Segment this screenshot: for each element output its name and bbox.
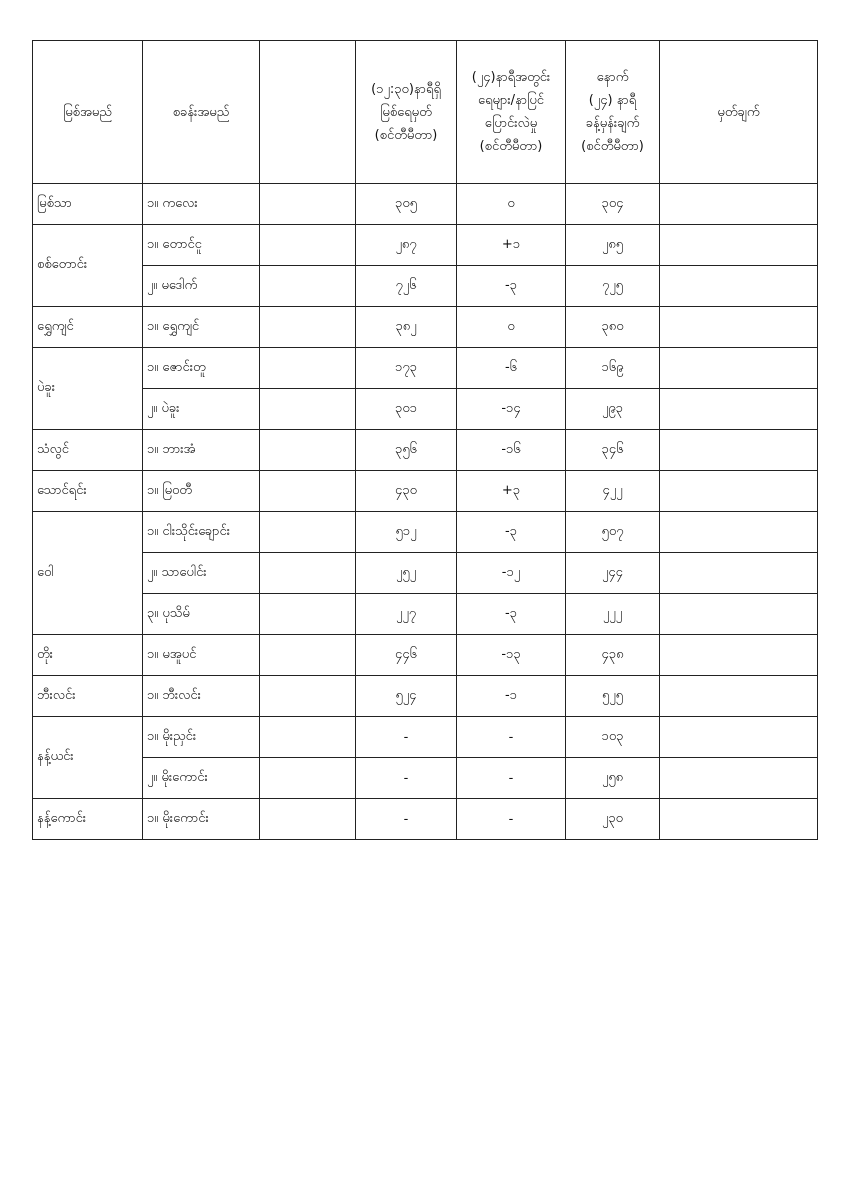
header-blank bbox=[260, 41, 356, 184]
forecast-cell: ၂၄၄ bbox=[566, 553, 660, 594]
remarks-cell bbox=[660, 676, 818, 717]
water-level-cell: - bbox=[356, 717, 457, 758]
water-level-cell: - bbox=[356, 799, 457, 840]
header-station: စခန်းအမည် bbox=[143, 41, 260, 184]
blank-cell bbox=[260, 389, 356, 430]
station-name-cell: ၁။ မြဝတီ bbox=[143, 471, 260, 512]
station-name-cell: ၁။ မိုးညှင်း bbox=[143, 717, 260, 758]
forecast-cell: ၂၂၂ bbox=[566, 594, 660, 635]
blank-cell bbox=[260, 225, 356, 266]
forecast-cell: ၂၈၅ bbox=[566, 225, 660, 266]
forecast-cell: ၃၄၆ bbox=[566, 430, 660, 471]
remarks-cell bbox=[660, 184, 818, 225]
remarks-cell bbox=[660, 758, 818, 799]
river-name-cell: သံလွင် bbox=[33, 430, 143, 471]
header-change bbox=[457, 41, 566, 184]
river-name-cell: သောင်ရင်း bbox=[33, 471, 143, 512]
blank-cell bbox=[260, 307, 356, 348]
header-line: (စင်တီမီတာ) bbox=[374, 127, 438, 143]
change-cell: -၃ bbox=[457, 266, 566, 307]
station-name-cell: ၂။ မဒေါက် bbox=[143, 266, 260, 307]
water-level-cell: ၃၈၂ bbox=[356, 307, 457, 348]
table-body bbox=[33, 184, 818, 840]
water-level-cell: ၃၀၁ bbox=[356, 389, 457, 430]
station-name-cell: ၁။ ဇောင်းတူ bbox=[143, 348, 260, 389]
forecast-cell: ၄၃၈ bbox=[566, 635, 660, 676]
river-name-cell: စစ်တောင်း bbox=[33, 225, 143, 307]
table-row bbox=[33, 184, 818, 225]
table-row bbox=[33, 758, 818, 799]
blank-cell bbox=[260, 635, 356, 676]
water-level-cell: ၄၃၀ bbox=[356, 471, 457, 512]
station-name-cell: ၁။ ငါးသိုင်းချောင်း bbox=[143, 512, 260, 553]
header-line: (စင်တီမီတာ) bbox=[479, 139, 543, 154]
table-row bbox=[33, 553, 818, 594]
change-cell: -၁၆ bbox=[457, 430, 566, 471]
change-cell: -၃ bbox=[457, 594, 566, 635]
station-name-cell: ၁။ တောင်ငူ bbox=[143, 225, 260, 266]
river-name-cell: တိုး bbox=[33, 635, 143, 676]
station-name-cell: ၂။ ပဲခူး bbox=[143, 389, 260, 430]
station-name-cell: ၁။ ဘားအံ bbox=[143, 430, 260, 471]
change-cell: - bbox=[457, 717, 566, 758]
forecast-cell: ၅၀၇ bbox=[566, 512, 660, 553]
blank-cell bbox=[260, 717, 356, 758]
change-cell: ၀ bbox=[457, 184, 566, 225]
river-name-cell: နန့်ကောင်း bbox=[33, 799, 143, 840]
water-level-cell: ၃၀၅ bbox=[356, 184, 457, 225]
header-line: ခန့်မှန်းချက် bbox=[585, 116, 640, 131]
blank-cell bbox=[260, 348, 356, 389]
table-row bbox=[33, 676, 818, 717]
river-name-cell: ဘီးလင်း bbox=[33, 676, 143, 717]
table-row bbox=[33, 471, 818, 512]
header-line: မြစ်ရေမှတ် bbox=[380, 104, 432, 120]
header-line: ပြောင်းလဲမှု bbox=[484, 116, 538, 131]
header-row bbox=[33, 41, 818, 184]
header-line: (၂၄)နာရီအတွင်း bbox=[471, 70, 551, 85]
remarks-cell bbox=[660, 635, 818, 676]
forecast-cell: ၂၃၀ bbox=[566, 799, 660, 840]
table-row bbox=[33, 512, 818, 553]
header-river: မြစ်အမည် bbox=[33, 41, 143, 184]
remarks-cell bbox=[660, 512, 818, 553]
water-level-cell: ၄၄၆ bbox=[356, 635, 457, 676]
table-row bbox=[33, 389, 818, 430]
change-cell: - bbox=[457, 799, 566, 840]
water-level-cell: ၅၁၂ bbox=[356, 512, 457, 553]
remarks-cell bbox=[660, 594, 818, 635]
change-cell: +၃ bbox=[457, 471, 566, 512]
remarks-cell bbox=[660, 389, 818, 430]
header-line: နောက် bbox=[596, 70, 629, 85]
water-level-cell: ၅၂၄ bbox=[356, 676, 457, 717]
header-line: (၁၂:၃၀)နာရီရှိ bbox=[371, 81, 441, 97]
remarks-cell bbox=[660, 307, 818, 348]
water-level-cell: ၁၇၃ bbox=[356, 348, 457, 389]
blank-cell bbox=[260, 553, 356, 594]
remarks-cell bbox=[660, 348, 818, 389]
station-name-cell: ၁။ ကလေး bbox=[143, 184, 260, 225]
change-cell: -၃ bbox=[457, 512, 566, 553]
change-cell: - bbox=[457, 758, 566, 799]
remarks-cell bbox=[660, 471, 818, 512]
water-level-cell: ၂၂၇ bbox=[356, 594, 457, 635]
forecast-cell: ၁၀၃ bbox=[566, 717, 660, 758]
change-cell: -၁၃ bbox=[457, 635, 566, 676]
blank-cell bbox=[260, 471, 356, 512]
table-row bbox=[33, 348, 818, 389]
blank-cell bbox=[260, 758, 356, 799]
station-name-cell: ၁။ ဘီးလင်း bbox=[143, 676, 260, 717]
water-level-cell: ၇၂၆ bbox=[356, 266, 457, 307]
forecast-cell: ၁၆၉ bbox=[566, 348, 660, 389]
forecast-cell: ၂၅၈ bbox=[566, 758, 660, 799]
river-name-cell: ဝေါ bbox=[33, 512, 143, 635]
river-level-table bbox=[32, 40, 818, 840]
table-row bbox=[33, 799, 818, 840]
table-row bbox=[33, 307, 818, 348]
river-name-cell: ပဲခူး bbox=[33, 348, 143, 430]
station-name-cell: ၁။ ရွှေကျင် bbox=[143, 307, 260, 348]
blank-cell bbox=[260, 266, 356, 307]
water-level-cell: ၃၅၆ bbox=[356, 430, 457, 471]
blank-cell bbox=[260, 512, 356, 553]
header-line: (စင်တီမီတာ) bbox=[581, 139, 644, 154]
river-name-cell: နန့်ယင်း bbox=[33, 717, 143, 799]
remarks-cell bbox=[660, 225, 818, 266]
forecast-cell: ၇၂၅ bbox=[566, 266, 660, 307]
water-level-cell: ၂၅၂ bbox=[356, 553, 457, 594]
change-cell: ၀ bbox=[457, 307, 566, 348]
station-name-cell: ၁။ မိုးကောင်း bbox=[143, 799, 260, 840]
change-cell: -၆ bbox=[457, 348, 566, 389]
blank-cell bbox=[260, 430, 356, 471]
change-cell: +၁ bbox=[457, 225, 566, 266]
forecast-cell: ၃၀၄ bbox=[566, 184, 660, 225]
header-remarks: မှတ်ချက် bbox=[660, 41, 818, 184]
river-name-cell: မြစ်သာ bbox=[33, 184, 143, 225]
remarks-cell bbox=[660, 717, 818, 758]
blank-cell bbox=[260, 594, 356, 635]
remarks-cell bbox=[660, 799, 818, 840]
change-cell: -၁၄ bbox=[457, 389, 566, 430]
station-name-cell: ၂။ သာပေါင်း bbox=[143, 553, 260, 594]
header-line: (၂၄) နာရီ bbox=[588, 93, 637, 108]
forecast-cell: ၅၂၅ bbox=[566, 676, 660, 717]
table-row bbox=[33, 594, 818, 635]
forecast-cell: ၄၂၂ bbox=[566, 471, 660, 512]
river-name-cell: ရွှေကျင် bbox=[33, 307, 143, 348]
remarks-cell bbox=[660, 266, 818, 307]
change-cell: -၁ bbox=[457, 676, 566, 717]
blank-cell bbox=[260, 184, 356, 225]
station-name-cell: ၁။ မအူပင် bbox=[143, 635, 260, 676]
header-water-level bbox=[356, 41, 457, 184]
table-row bbox=[33, 266, 818, 307]
water-level-cell: - bbox=[356, 758, 457, 799]
table-row bbox=[33, 717, 818, 758]
remarks-cell bbox=[660, 430, 818, 471]
forecast-cell: ၃၈၀ bbox=[566, 307, 660, 348]
header-line: ရေများ/နာပြင် bbox=[478, 93, 544, 108]
blank-cell bbox=[260, 799, 356, 840]
station-name-cell: ၃။ ပုသိမ် bbox=[143, 594, 260, 635]
forecast-cell: ၂၉၃ bbox=[566, 389, 660, 430]
header-forecast bbox=[566, 41, 660, 184]
station-name-cell: ၂။ မိုးကောင်း bbox=[143, 758, 260, 799]
remarks-cell bbox=[660, 553, 818, 594]
table-row bbox=[33, 635, 818, 676]
change-cell: -၁၂ bbox=[457, 553, 566, 594]
water-level-cell: ၂၈၇ bbox=[356, 225, 457, 266]
table-row bbox=[33, 430, 818, 471]
blank-cell bbox=[260, 676, 356, 717]
table-row bbox=[33, 225, 818, 266]
